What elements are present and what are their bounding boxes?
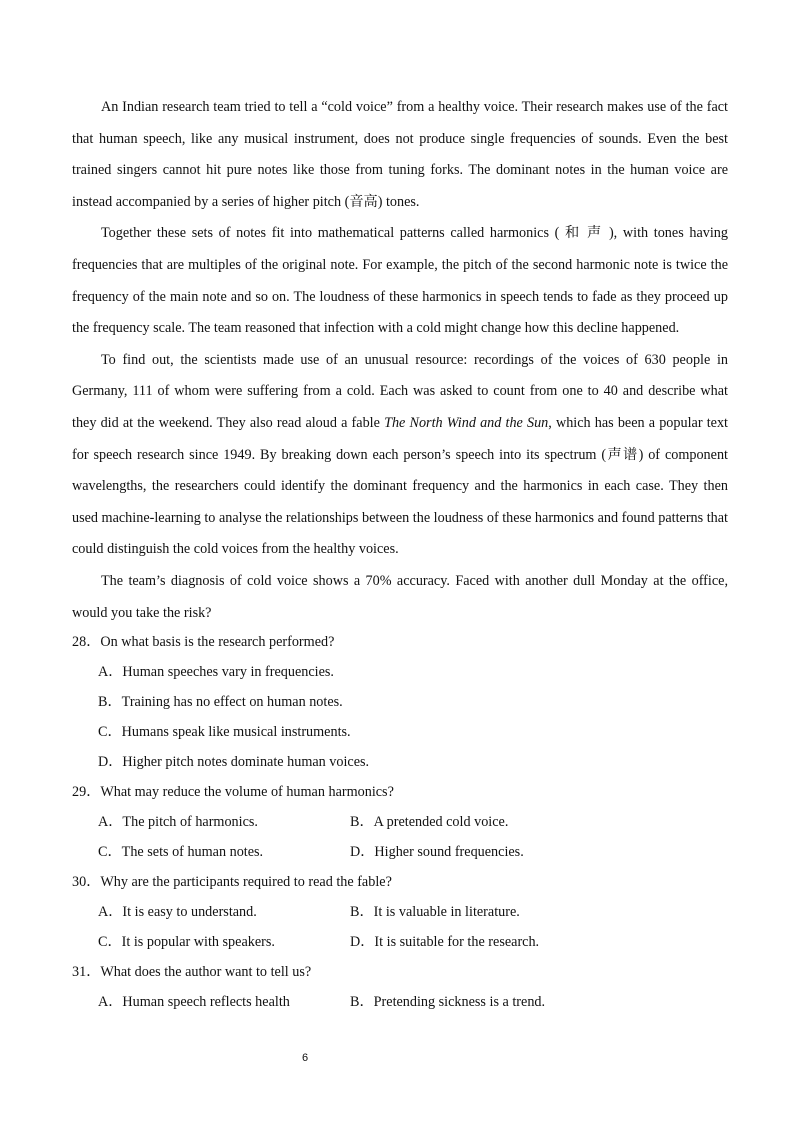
question-30-option-a: A．It is easy to understand. xyxy=(98,904,257,921)
question-29-option-c: C．The sets of human notes. xyxy=(98,844,264,861)
question-31-stem: 31．What does the author want to tell us? xyxy=(72,964,312,981)
paragraph-1: An Indian research team tried to tell a “cold voice” from a healthy voice. Their research makes use of the fact that human speech, like any musical instrument, does not produce single frequencies of sounds. Even the best trained singers cannot hit pure notes like those from tuning forks. The dominant notes in the human voice are instead accompanied by a series of higher pitch (音高) tones. xyxy=(72,99,728,210)
question-30-option-c: C．It is popular with speakers. xyxy=(98,934,275,951)
question-28-option-a: A．Human speeches vary in frequencies. xyxy=(98,664,334,681)
question-29-row-2 xyxy=(72,837,728,867)
question-30-option-d: D．It is suitable for the research. xyxy=(350,934,540,951)
fable-title: The North Wind and the Sun xyxy=(384,414,549,431)
question-28-option-d: D．Higher pitch notes dominate human voices. xyxy=(98,754,370,771)
question-29-option-a: A．The pitch of harmonics. xyxy=(98,814,258,831)
question-29-row-1 xyxy=(72,807,728,837)
question-30 xyxy=(72,867,728,957)
question-31-row-1 xyxy=(72,987,728,1017)
paragraph-3 xyxy=(72,345,728,566)
question-30-stem: 30．Why are the participants required to read the fable? xyxy=(72,874,392,891)
question-30-option-b: B．It is valuable in literature. xyxy=(350,904,520,921)
paragraph-2: Together these sets of notes fit into mathematical patterns called harmonics ( 和 声 ), with tones having frequencies that are multiples of the original note. For example, the pitch of the second harmonic note is twice the frequency of the main note and so on. The loudness of these harmonics in speech tends to fade as they proceed up the frequency scale. The team reasoned that infection with a cold might change how this decline happened. xyxy=(72,225,728,337)
question-29 xyxy=(72,777,728,867)
paragraph-3-part-b: , which has been a popular text for speech research since 1949. By breaking down each person’s speech into its spectrum (声谱) of component wavelengths, the researchers could identify the dominant frequency and the harmonics in each case. They then used machine-learning to analyse the relationships between the loudness of these harmonics and found patterns that could distinguish the cold voices from the healthy voices. xyxy=(72,414,728,558)
question-30-row-2 xyxy=(72,927,728,957)
question-29-option-d: D．Higher sound frequencies. xyxy=(350,844,524,861)
question-30-row-1 xyxy=(72,897,728,927)
question-28-stem: 28．On what basis is the research performed? xyxy=(72,634,335,651)
question-28 xyxy=(72,627,728,777)
question-29-option-b: B．A pretended cold voice. xyxy=(350,814,509,831)
document-page xyxy=(72,92,728,1017)
question-29-stem: 29．What may reduce the volume of human harmonics? xyxy=(72,784,394,801)
page-number: 6 xyxy=(301,1052,309,1064)
paragraph-3-part-a: To find out, the scientists made use of an unusual resource: recordings of the voices of 630 people in Germany, 111 of whom were suffering from a cold. Each was asked to count from one to 40 and describe what they did at the weekend. They also read aloud a fable xyxy=(72,351,728,431)
question-31-option-b: B．Pretending sickness is a trend. xyxy=(350,994,546,1011)
question-28-option-c: C．Humans speak like musical instruments. xyxy=(98,724,351,741)
paragraph-4: The team’s diagnosis of cold voice shows a 70% accuracy. Faced with another dull Monday at the office, would you take the risk? xyxy=(72,572,728,621)
question-31 xyxy=(72,957,728,1017)
question-28-option-b: B．Training has no effect on human notes. xyxy=(98,694,343,711)
question-31-option-a: A．Human speech reflects health xyxy=(98,994,290,1011)
